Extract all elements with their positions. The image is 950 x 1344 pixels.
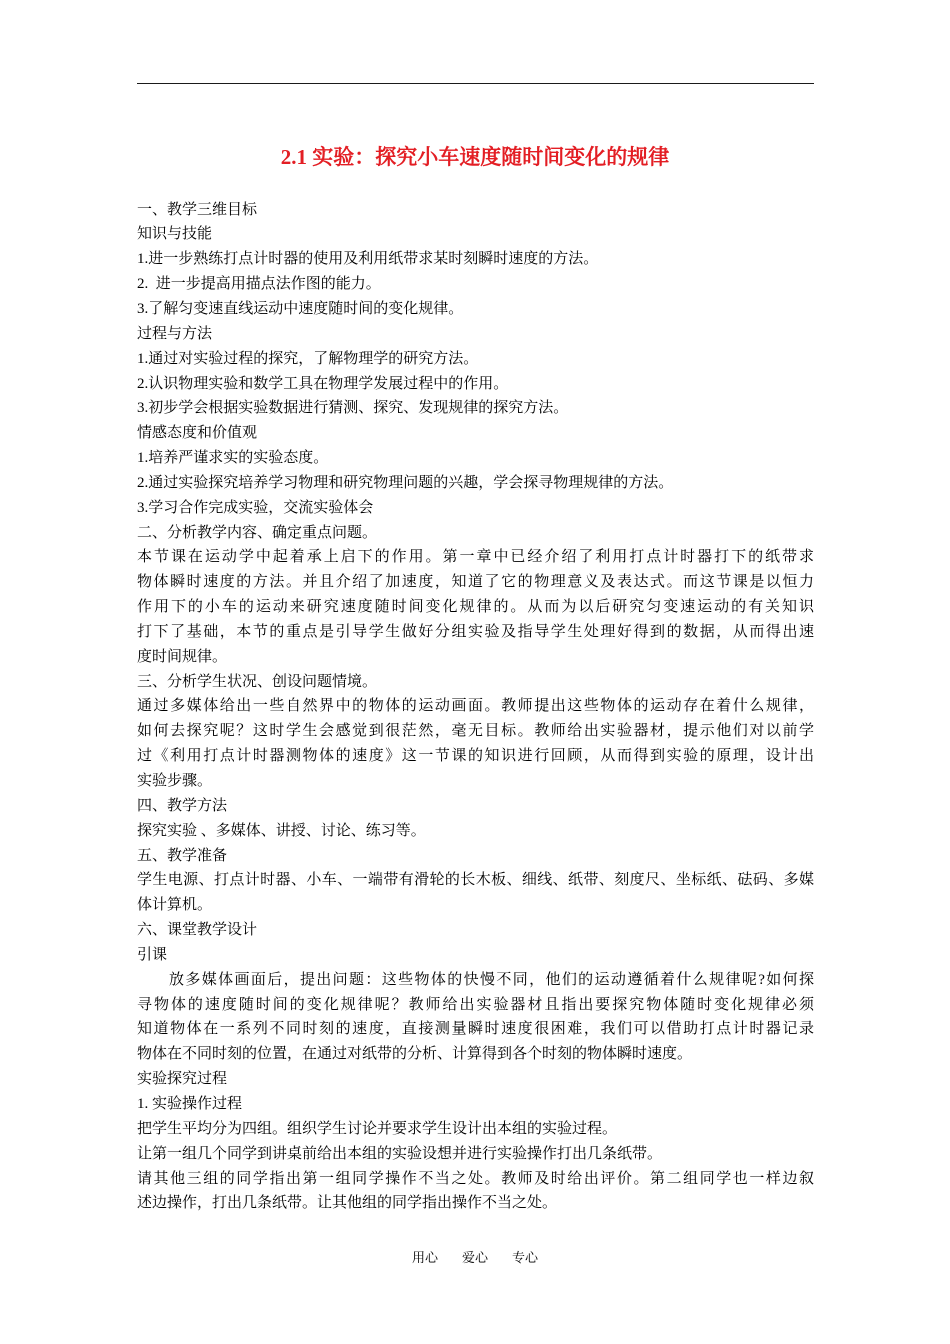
paragraph-line: 把学生平均分为四组。组织学生讨论并要求学生设计出本组的实验过程。 (137, 1120, 618, 1137)
paragraph-line: 放多媒体画面后，提出问题：这些物体的快慢不同，他们的运动遵循着什么规律呢?如何探 (169, 971, 814, 988)
list-item: 3.了解匀变速直线运动中速度随时间的变化规律。 (137, 300, 464, 317)
paragraph-line: 探究实验 、多媒体、讲授、讨论、练习等。 (137, 822, 426, 839)
footer-text: 专心 (512, 1250, 539, 1265)
paragraph-line: 实验步骤。 (137, 773, 213, 789)
paragraph-line: 知道物体在一系列不同时刻的速度，直接测量瞬时速度很困难，我们可以借助打点计时器记录 (137, 1021, 814, 1038)
paragraph-line: 度时间规律。 (137, 648, 228, 665)
list-item: 3.学习合作完成实验，交流实验体会 (137, 499, 374, 516)
section-heading: 三、分析学生状况、创设问题情境。 (137, 673, 378, 690)
section-heading: 二、分析教学内容、确定重点问题。 (137, 524, 378, 541)
paragraph-line: 寻物体的速度随时间的变化规律呢？教师给出实验器材且指出要探究物体随时变化规律必须 (137, 996, 814, 1013)
section-heading: 四、教学方法 (137, 797, 228, 814)
document-body (137, 198, 814, 1217)
subsection-heading: 过程与方法 (137, 325, 213, 342)
paragraph-line: 物体在不同时刻的位置，在通过对纸带的分析、计算得到各个时刻的物体瞬时速度。 (137, 1046, 693, 1063)
subsection-heading: 情感态度和价值观 (137, 425, 258, 442)
paragraph-line: 物体瞬时速度的方法。并且介绍了加速度，知道了它的物理意义及表达式。而这节课是以恒力 (137, 574, 814, 591)
section-heading: 五、教学准备 (137, 847, 228, 864)
subsection-heading: 知识与技能 (137, 226, 213, 243)
paragraph-line: 作用下的小车的运动来研究速度随时间变化规律的。从而为以后研究匀变速运动的有关知识 (137, 599, 814, 616)
list-item: 1.进一步熟练打点计时器的使用及利用纸带求某时刻瞬时速度的方法。 (137, 251, 599, 268)
footer-text: 用心 (411, 1250, 438, 1265)
list-item: 2.通过实验探究培养学习物理和研究物理问题的兴趣，学会探寻物理规律的方法。 (137, 474, 674, 491)
paragraph-line: 打下了基础，本节的重点是引导学生做好分组实验及指导学生处理好得到的数据，从而得出速 (137, 623, 814, 640)
list-item: 1. 实验操作过程 (137, 1095, 243, 1112)
subsection-heading: 实验探究过程 (137, 1071, 228, 1088)
paragraph-line: 体计算机。 (137, 897, 213, 914)
list-item: 1.通过对实验过程的探究，了解物理学的研究方法。 (137, 350, 479, 367)
paragraph-line: 请其他三组的同学指出第一组同学操作不当之处。教师及时给出评价。第二组同学也一样边叙 (137, 1170, 814, 1187)
subsection-heading: 引课 (137, 946, 168, 963)
paragraph-line: 通过多媒体给出一些自然界中的物体的运动画面。教师提出这些物体的运动存在着什么规律， (137, 698, 814, 715)
list-item: 2. 进一步提高用描点法作图的能力。 (137, 276, 381, 293)
section-heading: 一、教学三维目标 (137, 201, 258, 218)
list-item: 1.培养严谨求实的实验态度。 (137, 450, 329, 467)
header-rule (137, 83, 814, 84)
paragraph-line: 本节课在运动学中起着承上启下的作用。第一章中已经介绍了利用打点计时器打下的纸带求 (137, 549, 814, 566)
paragraph-line: 如何去探究呢？这时学生会感觉到很茫然，毫无目标。教师给出实验器材，提示他们对以前学 (137, 723, 814, 740)
paragraph-line: 让第一组几个同学到讲桌前给出本组的实验设想并进行实验操作打出几条纸带。 (137, 1145, 663, 1162)
list-item: 3.初步学会根据实验数据进行猜测、探究、发现规律的探究方法。 (137, 400, 569, 417)
footer-text: 爱心 (461, 1250, 488, 1265)
paragraph-line: 述边操作，打出几条纸带。让其他组的同学指出操作不当之处。 (137, 1195, 558, 1212)
page-footer (0, 1248, 950, 1268)
document-title: 2.1 实验：探究小车速度随时间变化的规律 (280, 145, 670, 169)
section-heading: 六、课堂教学设计 (137, 922, 258, 939)
list-item: 2.认识物理实验和数学工具在物理学发展过程中的作用。 (137, 375, 509, 392)
paragraph-line: 学生电源、打点计时器、小车、一端带有滑轮的长木板、细线、纸带、刻度尺、坐标纸、砝码、多媒 (137, 872, 814, 889)
paragraph-line: 过《利用打点计时器测物体的速度》这一节课的知识进行回顾，从而得到实验的原理，设计出 (137, 748, 814, 765)
